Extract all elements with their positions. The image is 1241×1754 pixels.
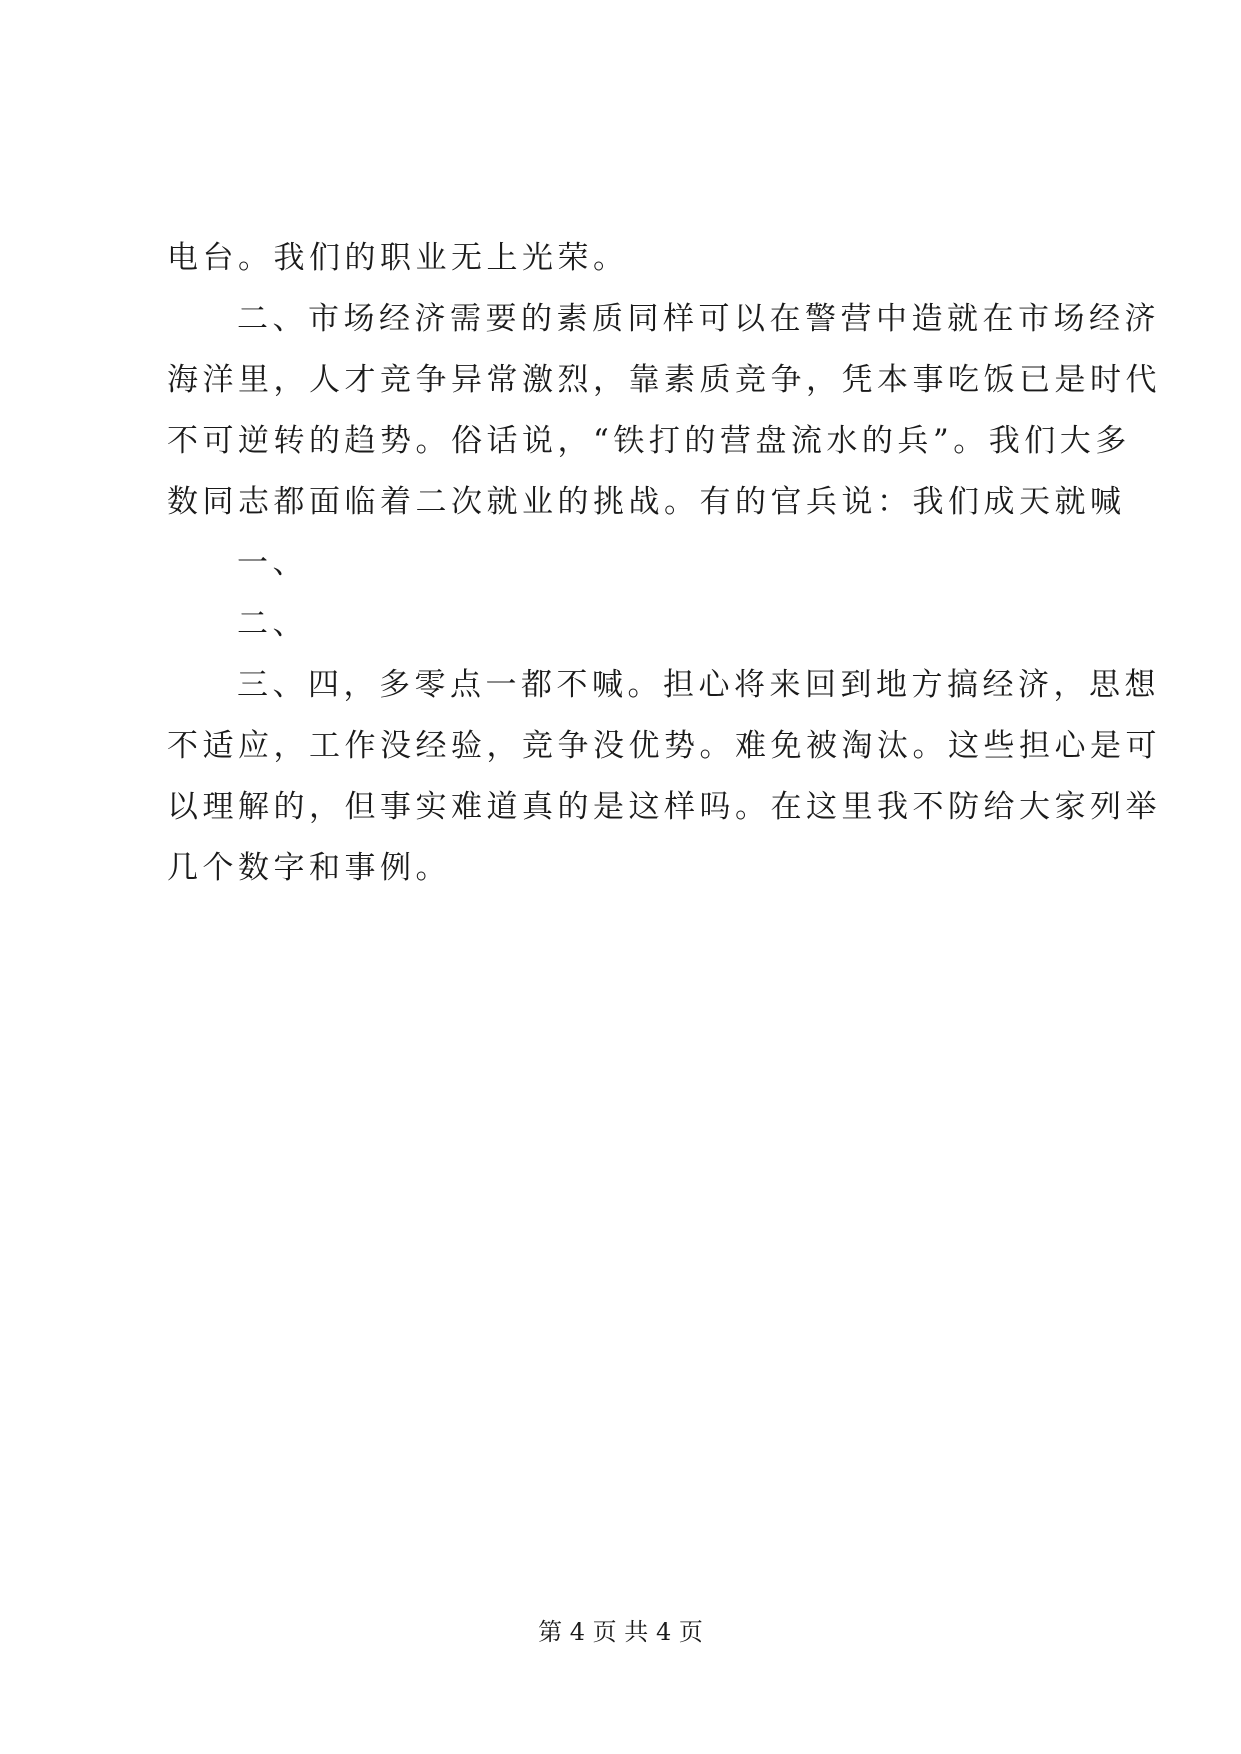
list-marker-two: 二、	[237, 606, 308, 642]
page-number-footer: 第 4 页 共 4 页	[538, 1618, 703, 1646]
paragraph-heading-two: 二、市场经济需要的素质同样可以在警营中造就在市场经济	[237, 301, 1160, 337]
list-marker-one: 一、	[237, 545, 308, 581]
text-line: 数同志都面临着二次就业的挑战。有的官兵说：我们成天就喊	[167, 484, 1126, 520]
paragraph-three: 三、四，多零点一都不喊。担心将来回到地方搞经济，思想	[237, 667, 1160, 703]
text-line: 以理解的，但事实难道真的是这样吗。在这里我不防给大家列举	[167, 789, 1161, 825]
text-line: 不适应，工作没经验，竞争没优势。难免被淘汰。这些担心是可	[167, 728, 1161, 764]
text-line: 电台。我们的职业无上光荣。	[167, 240, 629, 276]
text-line: 几个数字和事例。	[167, 850, 451, 886]
text-line: 不可逆转的趋势。俗话说，“铁打的营盘流水的兵”。我们大多	[167, 423, 1131, 459]
text-line: 海洋里，人才竞争异常激烈，靠素质竞争，凭本事吃饭已是时代	[167, 362, 1161, 398]
document-body	[167, 228, 1161, 899]
